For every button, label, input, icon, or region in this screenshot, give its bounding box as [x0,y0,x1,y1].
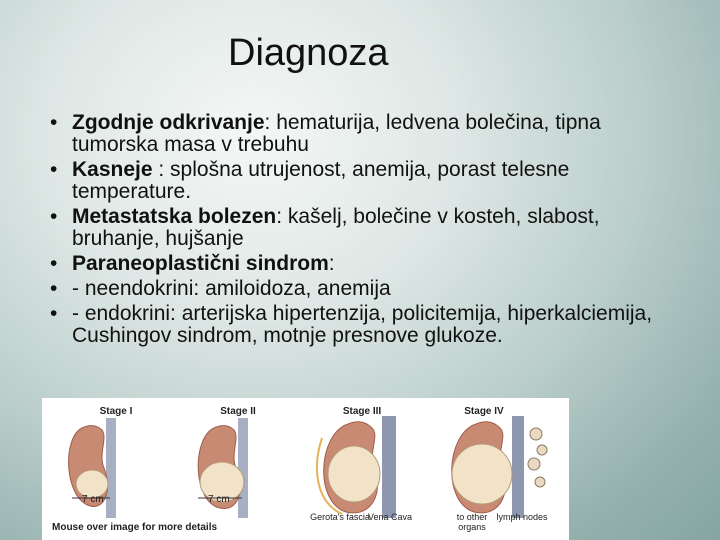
lymph-nodes-label: lymph nodes [496,512,548,522]
slide-title: Diagnoza [228,32,389,74]
bullet-bold: Kasneje [72,158,153,181]
bullet-text: : [328,252,335,275]
bullet-dot: • [50,302,58,325]
bullet-list [50,112,690,350]
size-label-stage-1: 7 cm [82,494,104,505]
bullet-item [50,278,690,300]
bullet-text: : kašelj, bolečine v kosteh, slabost, bruhanje, hujšanje [72,205,600,250]
bullet-dot: • [50,158,58,181]
bullet-dot: • [50,252,58,275]
bullet-item [50,159,690,203]
kidney-stages-figure[interactable] [42,398,569,540]
bullet-bold: Paraneoplastični sindrom [72,252,329,275]
bullet-item [50,253,690,275]
stage-4-kidney [452,416,547,518]
bullet-bold: Zgodnje odkrivanje [72,111,265,134]
stage-4-label: Stage IV [464,406,504,417]
bullet-text: : hematurija, ledvena bolečina, tipna tumorska masa v trebuhu [72,111,601,156]
mouse-over-note: Mouse over image for more details [52,522,218,533]
other-organs-label: to other organs [456,512,488,532]
vena-cava-label: Vena Cava [367,512,413,522]
bullet-text: - endokrini: arterijska hipertenzija, policitemija, hiperkalciemija, Cushingov sindrom, motnje presnove glukoze. [72,302,653,347]
bullet-item [50,303,690,347]
bullet-text: - neendokrini: amiloidoza, anemija [72,277,391,300]
bullet-text: : splošna utrujenost, anemija, porast telesne temperature. [72,158,570,203]
stage-2-label: Stage II [220,406,256,417]
bullet-dot: • [50,111,58,134]
stage-3-label: Stage III [342,406,382,417]
bullet-bold: Metastatska bolezen [72,205,277,228]
gerota-fascia-label: Gerota's fascia [310,512,370,522]
size-label-stage-2: 7 cm [208,494,230,505]
stage-1-label: Stage I [99,406,133,417]
bullet-item [50,206,690,250]
bullet-dot: • [50,205,58,228]
stage-3-kidney [317,416,396,518]
bullet-item [50,112,690,156]
bullet-dot: • [50,277,58,300]
